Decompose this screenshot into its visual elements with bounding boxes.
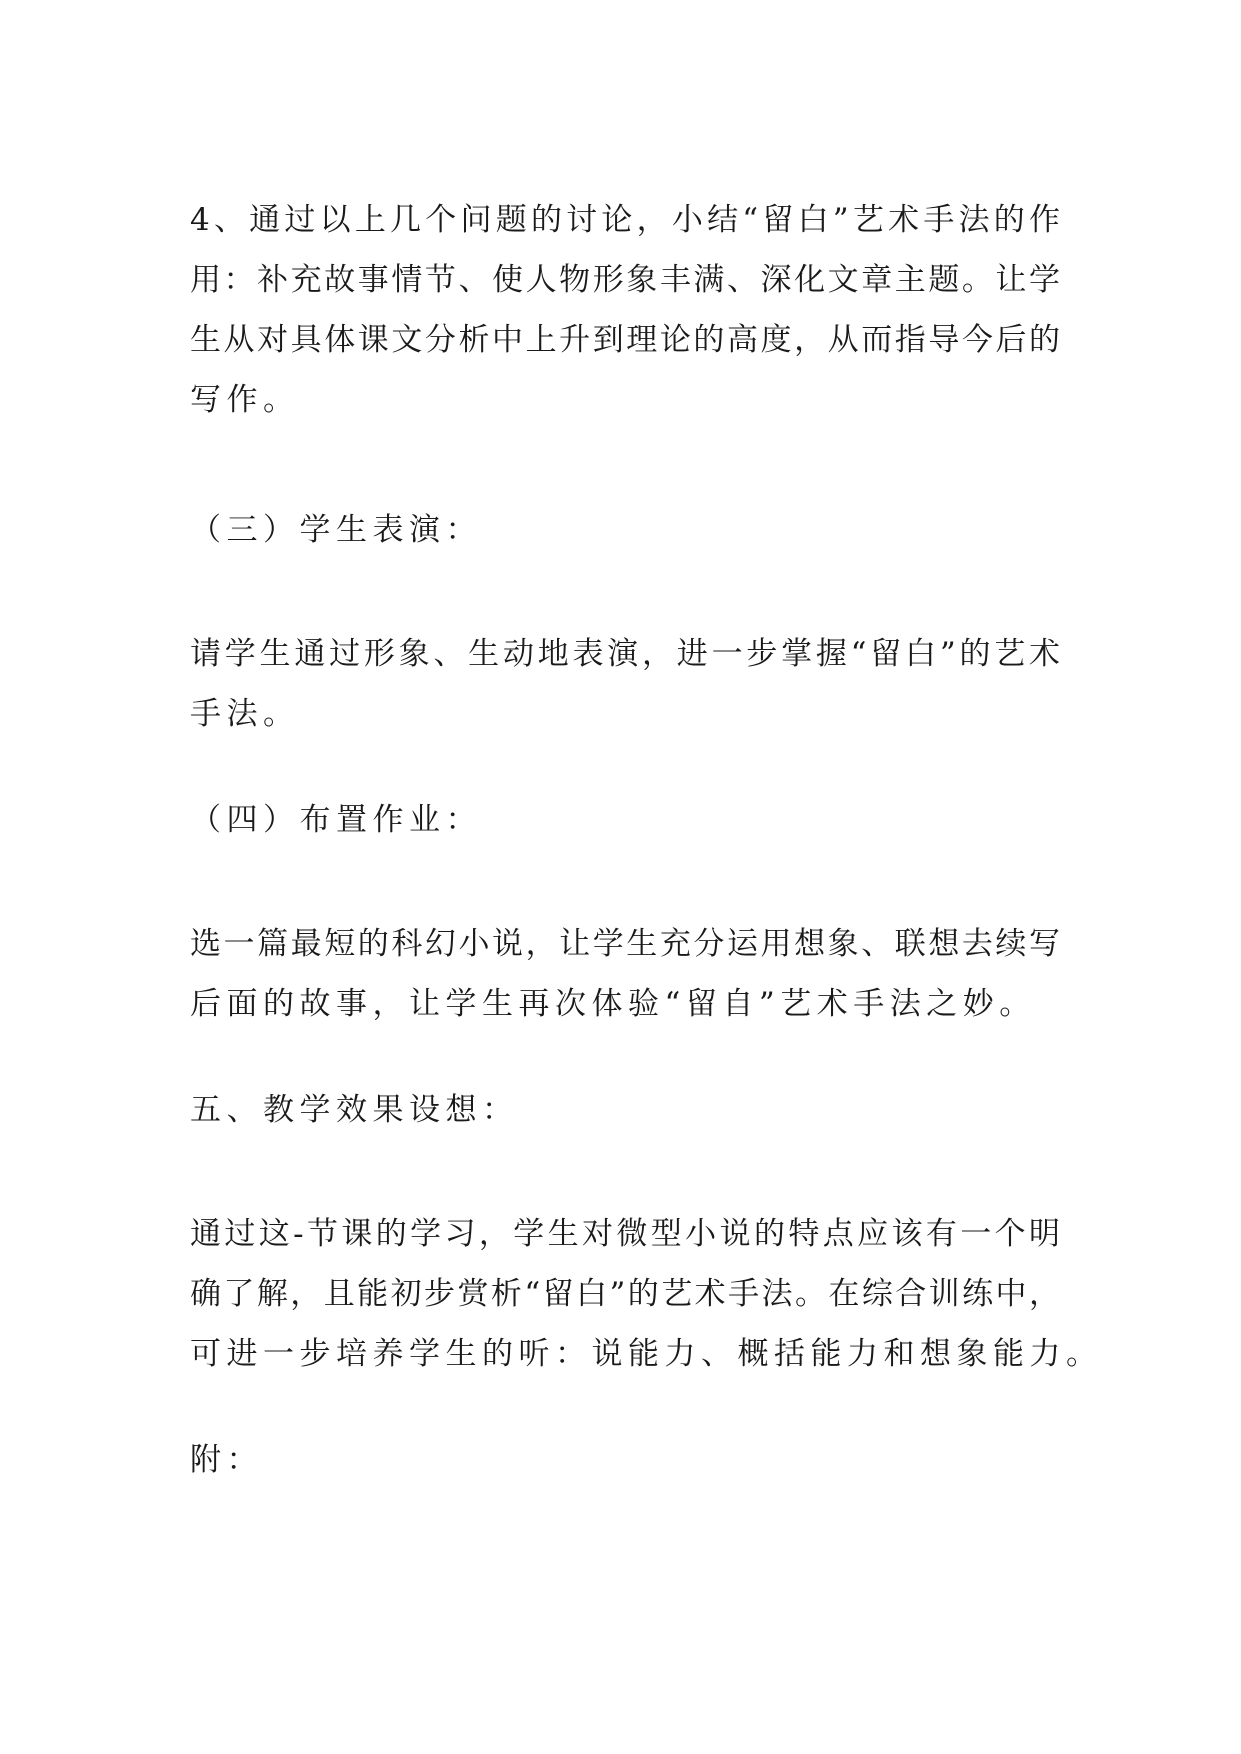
paragraph-teaching-effect (190, 1204, 1103, 1384)
heading-text: （三）学生表演： (190, 512, 482, 548)
text-line: 选一篇最短的科幻小说，让学生充分运用想象、联想去续写 (190, 926, 1060, 962)
heading-text: 附： (190, 1442, 263, 1478)
heading-text: （四）布置作业： (190, 802, 482, 838)
text-line: 用：补充故事情节、使人物形象丰满、深化文章主题。让学 (190, 262, 1060, 298)
appendix-label (190, 1430, 1060, 1490)
text-line: 请学生通过形象、生动地表演，进一步掌握“留白”的艺术 (190, 636, 1060, 672)
text-line: 通过这-节课的学习，学生对微型小说的特点应该有一个明 (190, 1216, 1060, 1252)
heading-text: 五、教学效果设想： (190, 1092, 519, 1128)
paragraph-summary-of-blank-technique (190, 190, 1060, 430)
paragraph-homework (190, 914, 1060, 1034)
paragraph-student-performance (190, 624, 1060, 744)
text-line: 确了解，且能初步赏析“留白”的艺术手法。在综合训练中， (190, 1276, 1060, 1312)
section-heading-homework (190, 790, 1060, 850)
text-line: 手法。 (190, 696, 300, 732)
section-heading-teaching-effect (190, 1080, 1060, 1140)
text-line: 后面的故事，让学生再次体验“留自”艺术手法之妙。 (190, 986, 1036, 1022)
section-heading-student-performance (190, 500, 1060, 560)
text-line: 写作。 (190, 382, 300, 418)
text-line: 4、通过以上几个问题的讨论，小结“留白”艺术手法的作 (190, 202, 1060, 238)
text-line: 可进一步培养学生的听：说能力、概括能力和想象能力。 (190, 1336, 1103, 1372)
text-line: 生从对具体课文分析中上升到理论的高度，从而指导今后的 (190, 322, 1060, 358)
